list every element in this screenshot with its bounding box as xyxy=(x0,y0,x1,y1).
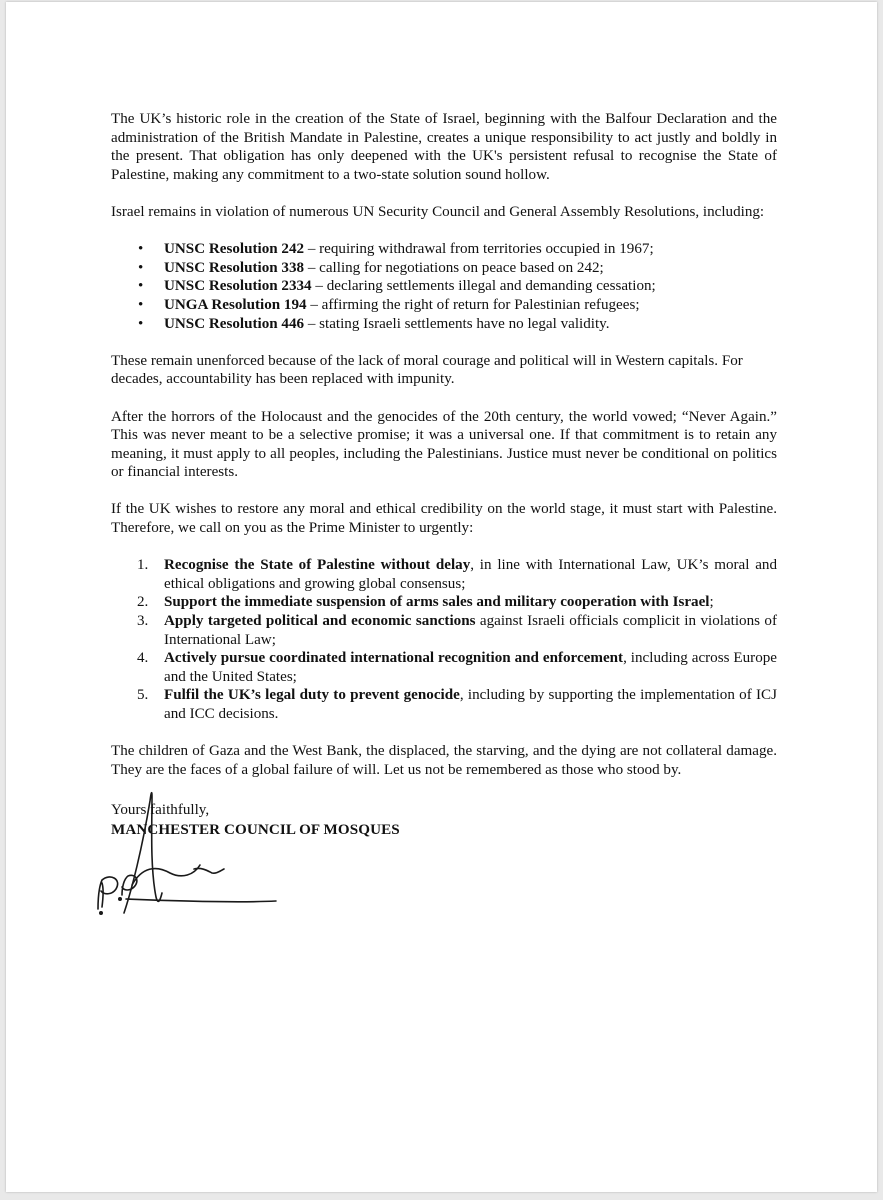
violations-intro: Israel remains in violation of numerous UN Security Council and General Assembly Resolutions, including: xyxy=(111,203,765,220)
resolution-name: UNSC Resolution 2334 xyxy=(164,278,312,295)
signature-main-stroke xyxy=(132,865,200,885)
demand-bold: Actively pursue coordinated international recognition and enforcement xyxy=(164,650,624,667)
holocaust-paragraph: After the horrors of the Holocaust and the genocides of the 20th century, the world vowed; “Never Again.” This was never meant to be a selective promise; it was a universal one. If that commitment is to retain any meaning, it must apply to all peoples, including the Palestinians. Justice must never be conditional on politics or financial interests. xyxy=(111,408,777,481)
demand-number: 1. xyxy=(137,557,149,574)
resolution-item xyxy=(111,259,777,278)
bullet-icon: • xyxy=(138,315,144,332)
demand-rest: , including across Europe and the United States; xyxy=(164,650,778,685)
signature-dot xyxy=(119,898,121,900)
demands-list xyxy=(111,556,777,723)
signature-dot xyxy=(100,912,102,914)
resolution-desc: – calling for negotiations on peace based on 242; xyxy=(304,259,604,276)
bullet-icon: • xyxy=(138,241,144,258)
demand-number: 4. xyxy=(137,650,149,667)
closing-paragraph: The children of Gaza and the West Bank, the displaced, the starving, and the dying are not collateral damage. They are the faces of a global failure of will. Let us not be remembered as those who stood by. xyxy=(111,743,777,778)
demand-item xyxy=(111,649,777,686)
resolution-desc: – declaring settlements illegal and demanding cessation; xyxy=(311,278,656,295)
signature-underline xyxy=(126,899,276,902)
demand-item xyxy=(111,612,777,649)
signature-main-stroke xyxy=(194,868,224,873)
demand-item xyxy=(111,593,777,612)
resolutions-list xyxy=(111,240,777,333)
letter-page xyxy=(6,2,877,1192)
resolution-desc: – stating Israeli settlements have no legal validity. xyxy=(304,315,610,332)
organization-name: MANCHESTER COUNCIL OF MOSQUES xyxy=(111,822,400,839)
call-intro: If the UK wishes to restore any moral and ethical credibility on the world stage, it must start with Palestine. Therefore, we call on you as the Prime Minister to urgently: xyxy=(111,501,777,537)
bullet-icon: • xyxy=(138,278,144,295)
resolution-name: UNGA Resolution 194 xyxy=(164,296,307,313)
letter-body xyxy=(111,110,777,841)
demand-bold: Recognise the State of Palestine without delay xyxy=(164,557,471,574)
resolution-item xyxy=(111,315,777,334)
demand-item xyxy=(111,686,777,723)
unenforced-paragraph: These remain unenforced because of the lack of moral courage and political will in Western capitals. For decades, accountability has been replaced with impunity. xyxy=(111,352,743,388)
resolution-item xyxy=(111,296,777,315)
demand-number: 3. xyxy=(137,613,149,630)
signoff: Yours faithfully, xyxy=(111,802,210,819)
demand-rest: , in line with International Law, UK’s moral and ethical obligations and growing global consensus; xyxy=(164,557,777,592)
demand-item xyxy=(111,556,777,593)
bullet-icon: • xyxy=(138,259,144,276)
signature-pp-stroke xyxy=(98,877,118,909)
signoff-block xyxy=(111,801,777,841)
demand-number: 2. xyxy=(137,594,149,611)
demand-number: 5. xyxy=(137,687,149,704)
bullet-icon: • xyxy=(138,296,144,313)
resolution-name: UNSC Resolution 338 xyxy=(164,259,305,276)
demand-bold: Apply targeted political and economic sanctions xyxy=(164,613,476,630)
resolution-desc: – requiring withdrawal from territories occupied in 1967; xyxy=(304,241,654,258)
resolution-item xyxy=(111,240,777,259)
demand-bold: Fulfil the UK’s legal duty to prevent genocide xyxy=(164,687,460,704)
demand-rest: , including by supporting the implementation of ICJ and ICC decisions. xyxy=(164,687,777,722)
resolution-desc: – affirming the right of return for Palestinian refugees; xyxy=(306,296,640,313)
intro-paragraph: The UK’s historic role in the creation of the State of Israel, beginning with the Balfour Declaration and the administration of the British Mandate in Palestine, creates a unique responsibility to act justly and boldly in the present. That obligation has only deepened with the UK's persistent refusal to recognise the State of Palestine, making any commitment to a two-state solution sound hollow. xyxy=(111,111,777,183)
resolution-name: UNSC Resolution 446 xyxy=(164,315,305,332)
signature-pp-stroke xyxy=(102,883,103,907)
signature-pp-stroke xyxy=(122,875,137,895)
demand-bold: Support the immediate suspension of arms sales and military cooperation with Israel xyxy=(164,594,710,611)
resolution-name: UNSC Resolution 242 xyxy=(164,241,305,258)
resolution-item xyxy=(111,277,777,296)
demand-rest: ; xyxy=(709,594,714,611)
demand-rest: against Israeli officials complicit in violations of International Law; xyxy=(164,613,777,648)
